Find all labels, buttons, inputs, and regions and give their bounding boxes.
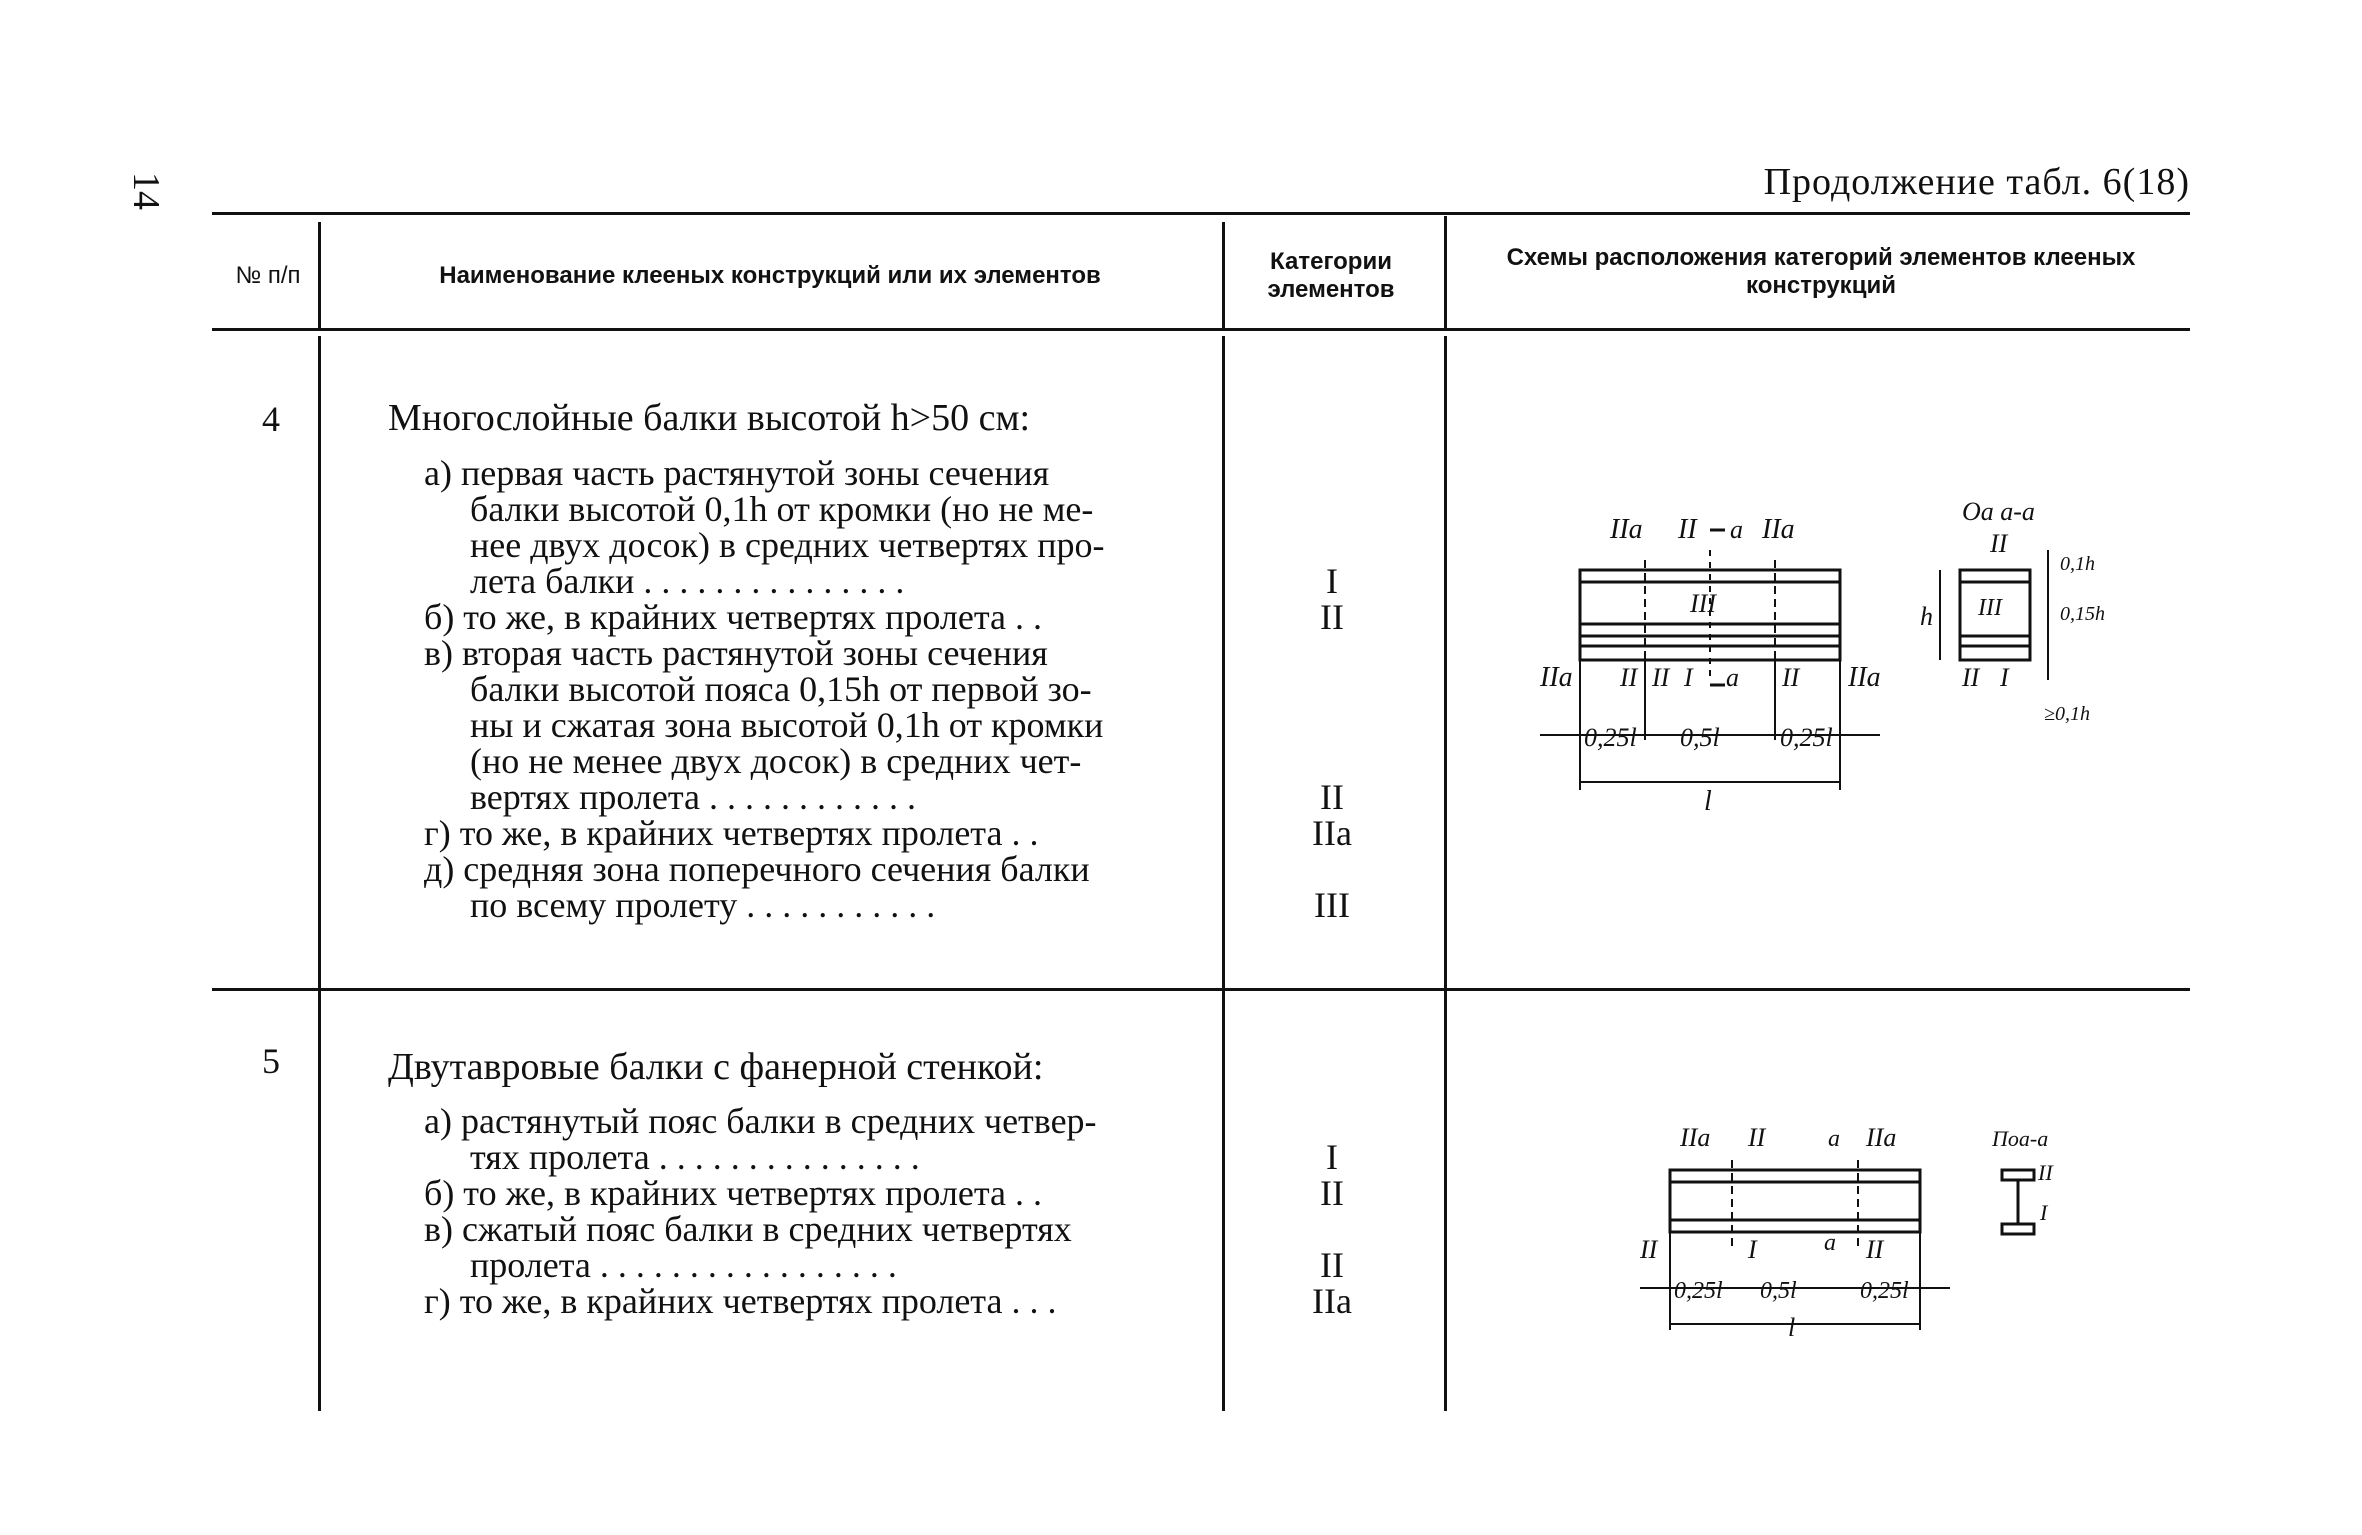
dimension-label: 0,5l: [1760, 1278, 1797, 1304]
section-dimension: 0,15h: [2060, 603, 2105, 625]
diagram-label: II: [1640, 1235, 1658, 1264]
section-dimension: ≥0,1h: [2044, 703, 2090, 725]
section-label: I: [2000, 663, 2009, 692]
list-item: д) средняя зона поперечного сечения балки: [424, 849, 1090, 889]
category-value: II: [1320, 1245, 1344, 1285]
section-title: Оа а-а: [1962, 497, 2035, 526]
list-item: г) то же, в крайних четвертях пролета . .: [424, 813, 1039, 853]
row-title: Двутавровые балки с фанерной стенкой:: [388, 1046, 1044, 1088]
dimension-label: 0,25l: [1584, 723, 1637, 752]
span-label: l: [1704, 786, 1712, 817]
column-divider: [318, 336, 321, 1411]
row-divider: [212, 988, 2190, 991]
table-top-rule: [212, 212, 2190, 215]
list-item: (но не менее двух досок) в средних чет-: [470, 741, 1082, 781]
section-label: III: [1978, 595, 2002, 621]
page-number: 14: [125, 172, 167, 210]
list-item: балки высотой 0,1h от кромки (но не ме-: [470, 489, 1094, 529]
header-category: Категории элементов: [1267, 248, 1395, 303]
list-item: б) то же, в крайних четвертях пролета . .: [424, 1173, 1043, 1213]
column-divider: [318, 222, 321, 328]
section-label: II: [1962, 663, 1980, 692]
category-value: III: [1314, 885, 1350, 925]
diagram-label: II: [1678, 514, 1697, 545]
span-label: l: [1788, 1313, 1796, 1340]
dimension-label: 0,25l: [1860, 1278, 1909, 1304]
list-item: нее двух досок) в средних четвертях про-: [470, 525, 1105, 565]
list-item: в) сжатый пояс балки в средних четвертях: [424, 1209, 1072, 1249]
diagram-label: II: [1652, 663, 1670, 692]
category-value: II: [1320, 777, 1344, 817]
header-num: № п/п: [235, 262, 301, 289]
section-dimension: 0,1h: [2060, 553, 2095, 575]
diagram-label: I: [1748, 1235, 1757, 1264]
diagram-label: II: [1866, 1235, 1884, 1264]
section-label: I: [2040, 1200, 2048, 1225]
list-item: балки высотой пояса 0,15h от первой зо-: [470, 669, 1092, 709]
header-name: Наименование клееных конструкций или их элементов: [439, 262, 1101, 289]
diagram-label: a: [1730, 515, 1743, 544]
column-divider: [1444, 336, 1447, 1411]
list-item: а) первая часть растянутой зоны сечения: [424, 453, 1050, 493]
diagram-label: IIa: [1680, 1123, 1711, 1152]
dimension-label: 0,25l: [1674, 1278, 1723, 1304]
row-number: 5: [262, 1041, 280, 1081]
diagram-label: III: [1690, 589, 1716, 618]
list-item: г) то же, в крайних четвертях пролета . . .: [424, 1281, 1057, 1321]
diagram-label: II: [1620, 663, 1638, 692]
category-value: II: [1320, 597, 1344, 637]
dimension-label: 0,25l: [1780, 723, 1833, 752]
section-title: Поа-а: [1992, 1126, 2049, 1151]
diagram-label: IIa: [1848, 662, 1881, 693]
diagram-label: IIa: [1610, 514, 1643, 545]
section-label: II: [1990, 529, 2008, 558]
diagram-label: a: [1828, 1126, 1840, 1152]
diagram-label: II: [1782, 663, 1800, 692]
category-value: I: [1326, 1137, 1338, 1177]
section-label: II: [2038, 1160, 2053, 1185]
list-item: по всему пролету . . . . . . . . . . .: [470, 885, 936, 925]
row-number: 4: [262, 399, 280, 439]
continuation-title: Продолжение табл. 6(18): [1763, 161, 2190, 203]
list-item: вертях пролета . . . . . . . . . . . .: [470, 777, 916, 817]
diagram-label: I: [1684, 663, 1693, 692]
dimension-label: 0,5l: [1680, 723, 1720, 752]
section-label: h: [1920, 602, 1933, 631]
column-divider: [1444, 216, 1447, 328]
category-value: I: [1326, 561, 1338, 601]
column-divider: [1222, 336, 1225, 1411]
list-item: ны и сжатая зона высотой 0,1h от кромки: [470, 705, 1104, 745]
diagram-label: IIa: [1762, 514, 1795, 545]
i-beam-scheme-diagram: [1620, 1110, 2060, 1340]
list-item: в) вторая часть растянутой зоны сечения: [424, 633, 1048, 673]
diagram-label: a: [1824, 1230, 1836, 1256]
category-value: IIa: [1312, 1281, 1352, 1321]
category-value: IIa: [1312, 813, 1352, 853]
list-item: тях пролета . . . . . . . . . . . . . . .: [470, 1137, 920, 1177]
list-item: лета балки . . . . . . . . . . . . . . .: [470, 561, 905, 601]
header-scheme: Схемы расположения категорий элементов клееных конструкций: [1506, 244, 2136, 299]
diagram-label: IIa: [1866, 1123, 1897, 1152]
diagram-label: II: [1748, 1123, 1766, 1152]
list-item: б) то же, в крайних четвертях пролета . .: [424, 597, 1043, 637]
category-value: II: [1320, 1173, 1344, 1213]
row-title: Многослойные балки высотой h>50 см:: [388, 397, 1031, 439]
beam-scheme-diagram: [1500, 490, 2120, 820]
diagram-label: IIa: [1540, 662, 1573, 693]
diagram-label: a: [1726, 663, 1739, 692]
column-divider: [1222, 222, 1225, 328]
list-item: а) растянутый пояс балки в средних четвер-: [424, 1101, 1097, 1141]
header-bottom-rule: [212, 328, 2190, 331]
list-item: пролета . . . . . . . . . . . . . . . . .: [470, 1245, 897, 1285]
